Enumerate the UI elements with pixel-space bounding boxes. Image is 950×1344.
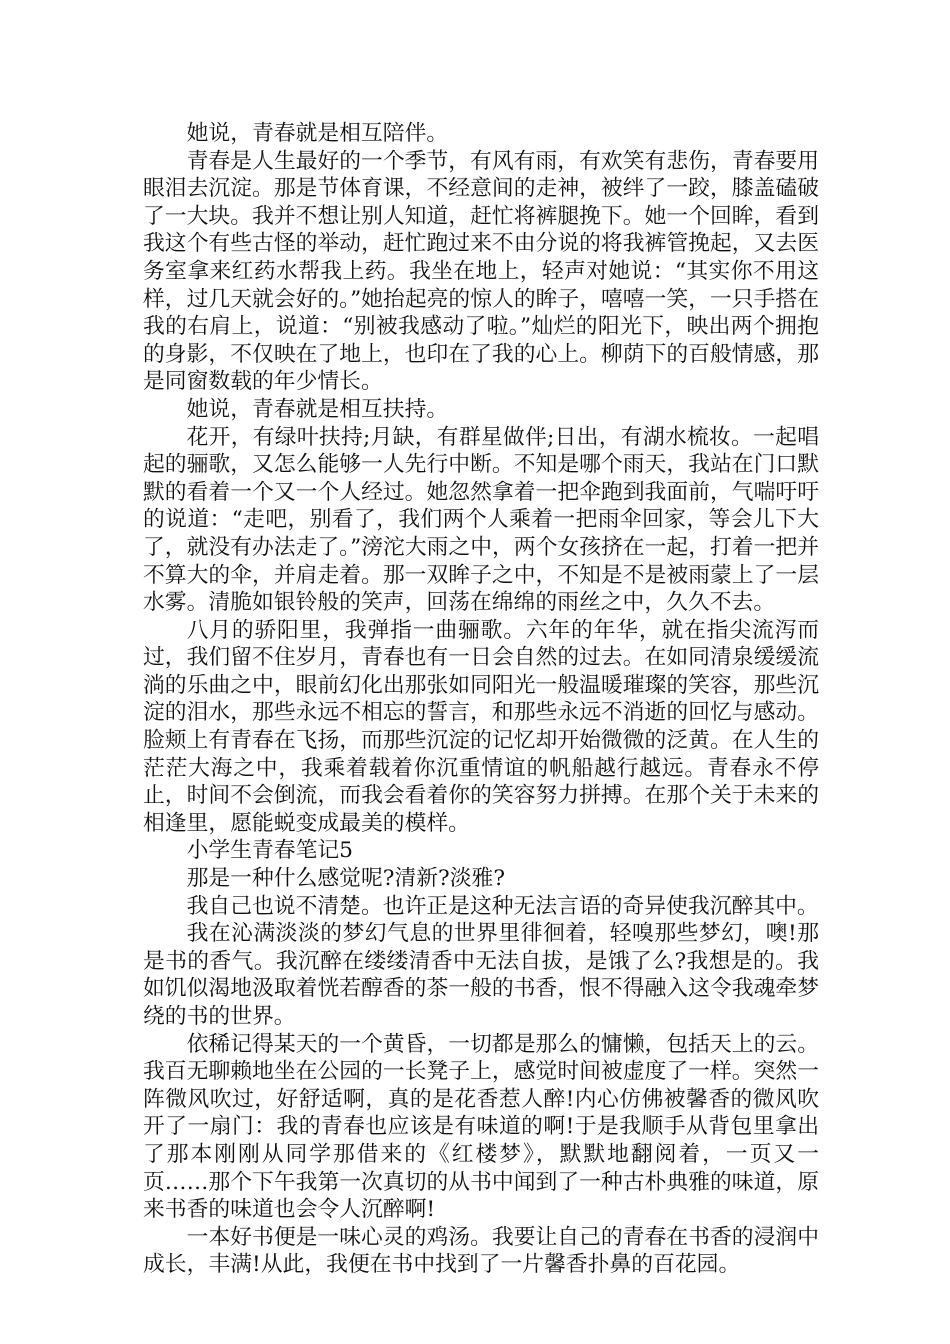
paragraph-8: 我自己也说不清楚。也许正是这种无法言语的奇异使我沉醉其中。 [186, 893, 819, 919]
paragraph-1: 她说，青春就是相互陪伴。 [186, 121, 449, 146]
paragraph-7: 那是一种什么感觉呢?清新?淡雅? [186, 866, 506, 892]
paragraph-3: 她说，青春就是相互扶持。 [186, 396, 449, 422]
paragraph-5: 八月的骄阳里，我弹指一曲骊歌。六年的年华，就在指尖流泻而过，我们留不住岁月，青春也有一日会自然的过去。在如同清泉缓缓流淌的乐曲之中，眼前幻化出那张如同阳光一般温暖璀璨的笑容，那些沉淀的泪水，那些永远不相忘的誓言，和那些永远不消逝的回忆与感动。脸颊上有青春在飞扬，而那些沉淀的记忆却开始微微的泛黄。在人生的茫茫大海之中，我乘着载着你沉重情谊的帆船越行越远。青春永不停止，时间不会倒流，而我会看着你的笑容努力拼搏。在那个关于未来的相逢里，愿能蜕变成最美的模样。 [143, 617, 819, 836]
paragraph-9: 我在沁满淡淡的梦幻气息的世界里徘徊着，轻嗅那些梦幻，噢!那是书的香气。我沉醉在缕缕清香中无法自拔，是饿了么?我想是的。我如饥似渴地汲取着恍若醇香的茶一般的书香，恨不得融入这令我魂牵梦绕的书的世界。 [143, 921, 819, 1029]
paragraph-10: 依稀记得某天的一个黄昏，一切都是那么的慵懒，包括天上的云。我百无聊赖地坐在公园的一长凳子上，感觉时间被虚度了一样。突然一阵微风吹过，好舒适啊，真的是花香惹人醉!内心仿佛被馨香的微风吹开了一扇门：我的青春也应该是有味道的啊!于是我顺手从背包里拿出了那本刚刚从同学那借来的《红楼梦》，默默地翻阅着，一页又一页……那个下午我第一次真切的从书中闻到了一种古朴典雅的味道，原来书香的味道也会令人沉醉啊! [143, 1031, 819, 1223]
paragraph-11: 一本好书便是一味心灵的鸡汤。我要让自己的青春在书香的浸润中成长，丰满!从此，我便在书中找到了一片馨香扑鼻的百花园。 [143, 1224, 819, 1278]
section-heading: 小学生青春笔记5 [186, 838, 354, 864]
paragraph-4: 花开，有绿叶扶持;月缺，有群星做伴;日出，有湖水梳妆。一起唱起的骊歌，又怎么能够一人先行中断。不知是哪个雨天，我站在门口默默的看着一个又一个人经过。她忽然拿着一把伞跑到我面前，气喘吁吁的说道：“走吧，别看了，我们两个人乘着一把雨伞回家，等会儿下大了，就没有办法走了。”滂沱大雨之中，两个女孩挤在一起，打着一把并不算大的伞，并肩走着。那一双眸子之中，不知是不是被雨蒙上了一层水雾。清脆如银铃般的笑声，回荡在绵绵的雨丝之中，久久不去。 [143, 424, 819, 616]
document-page [143, 120, 819, 1279]
paragraph-2: 青春是人生最好的一个季节，有风有雨，有欢笑有悲伤，青春要用眼泪去沉淀。那是节体育课，不经意间的走神，被绊了一跤，膝盖磕破了一大块。我并不想让别人知道，赶忙将裤腿挽下。她一个回眸，看到我这个有些古怪的举动，赶忙跑过来不由分说的将我裤管挽起，又去医务室拿来红药水帮我上药。我坐在地上，轻声对她说：“其实你不用这样，过几天就会好的。”她抬起亮的惊人的眸子，嘻嘻一笑，一只手搭在我的右肩上，说道：“别被我感动了啦。”灿烂的阳光下，映出两个拥抱的身影，不仅映在了地上，也印在了我的心上。柳荫下的百般情感，那是同窗数载的年少情长。 [143, 148, 819, 395]
